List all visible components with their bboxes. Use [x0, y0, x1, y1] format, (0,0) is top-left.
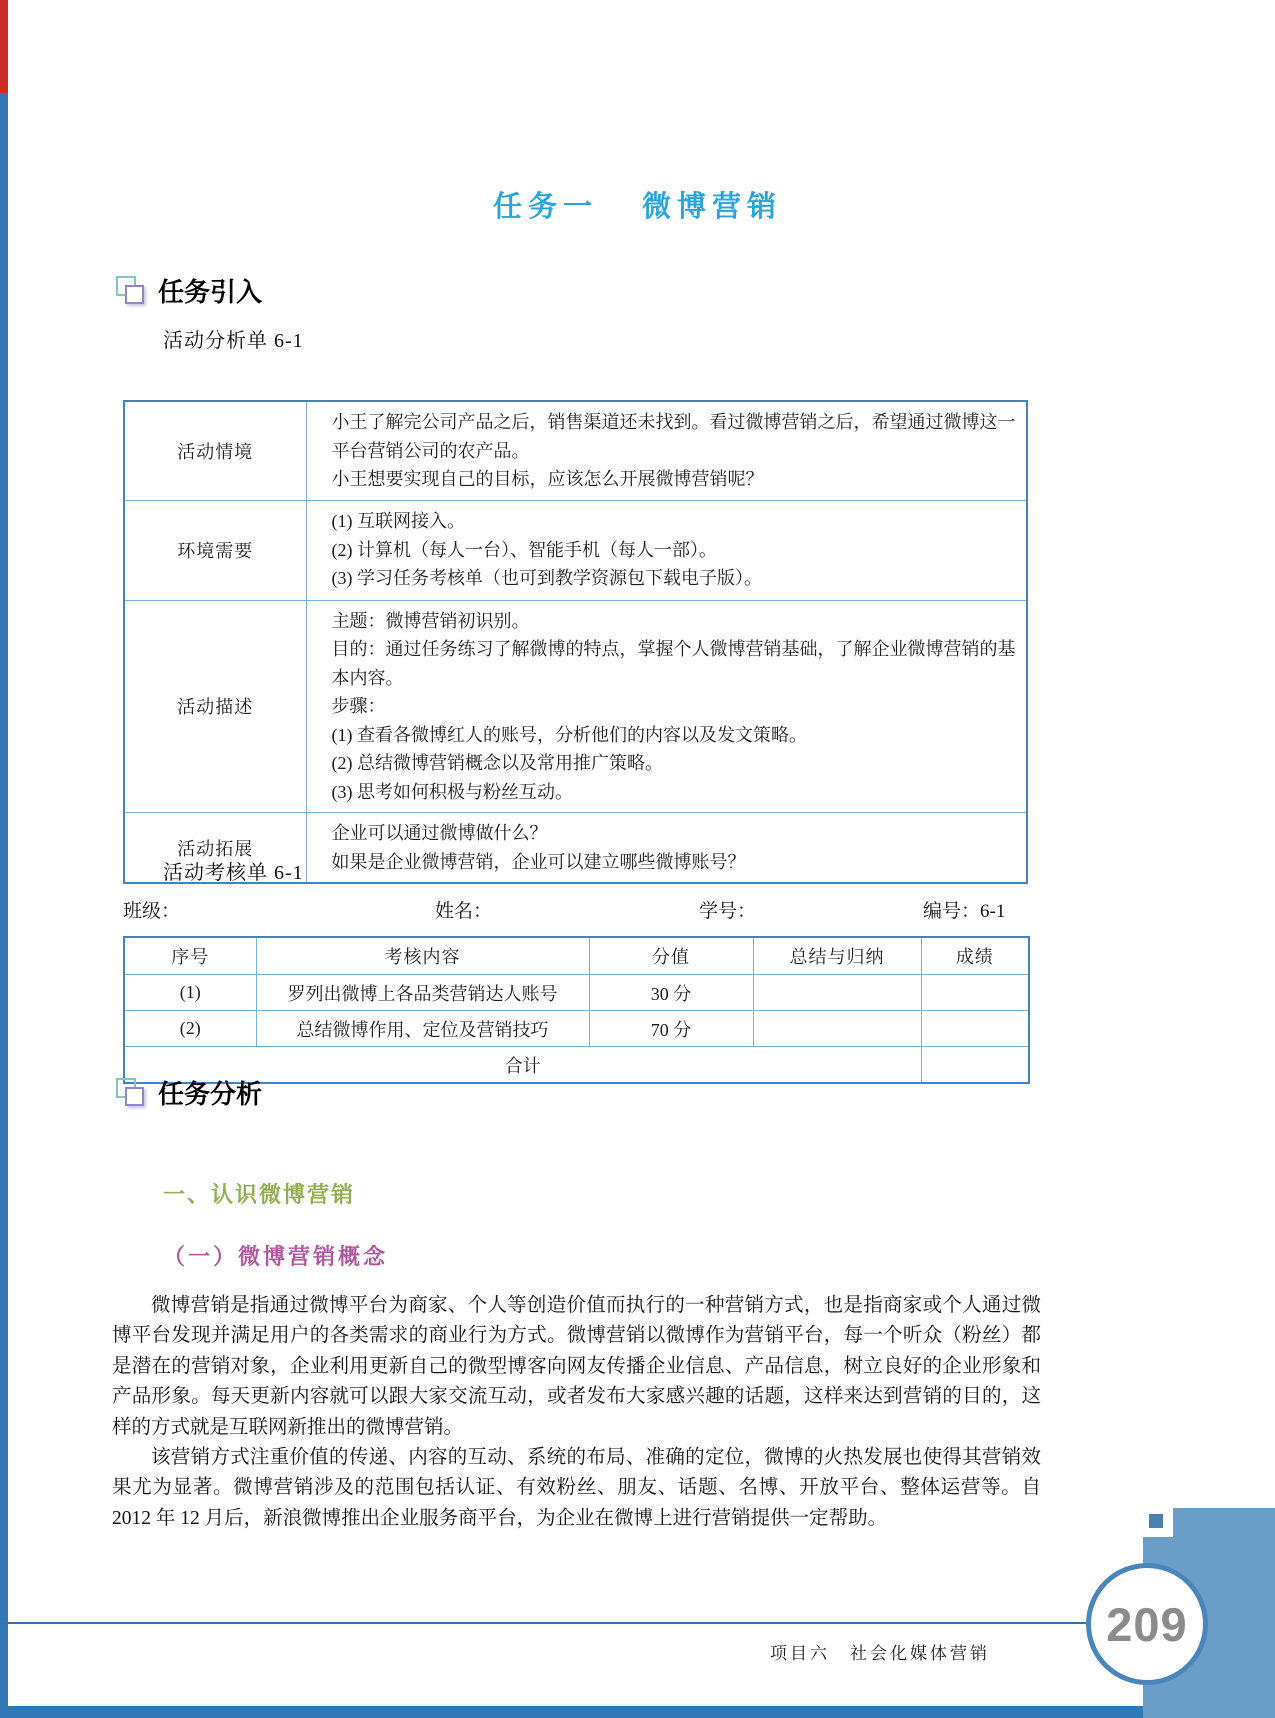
cell-no: (1)	[124, 975, 256, 1011]
name-field-label: 姓名：	[435, 901, 493, 922]
cell-no: (2)	[124, 1011, 256, 1047]
cell-line: 如果是企业微博营销，企业可以建立哪些微博账号？	[331, 851, 746, 872]
cell-summary	[753, 1011, 921, 1047]
cell-line: 小王想要实现自己的目标，应该怎么开展微博营销呢？	[331, 469, 764, 489]
corner-decoration-block-top	[1173, 1508, 1275, 1540]
page-title-task-number: 任务一	[492, 191, 598, 223]
cell-content: 罗列出微博上各品类营销达人账号	[256, 975, 589, 1011]
cell-line: (1) 查看各微博红人的账号，分析他们的内容以及发文策略。	[331, 724, 807, 745]
cell-score: 30 分	[589, 975, 753, 1011]
cell-score: 70 分	[589, 1011, 753, 1047]
analysis-sheet-caption: 活动分析单 6-1	[163, 330, 304, 352]
footer-section-label: 社会化媒体营销	[850, 1644, 990, 1663]
cell-line: (3) 思考如何积极与粉丝互动。	[331, 781, 573, 802]
purple-square-icon	[125, 285, 144, 304]
bottom-edge-blue-strip	[0, 1706, 1275, 1718]
class-field-label: 班级：	[123, 901, 181, 922]
student-info-line	[123, 896, 1028, 924]
col-header-grade: 成绩	[921, 937, 1029, 975]
table-row-environment	[124, 500, 1027, 600]
total-grade-cell	[921, 1047, 1029, 1084]
cell-summary	[753, 975, 921, 1011]
row-content	[306, 401, 1027, 500]
assessment-table	[123, 936, 1030, 1084]
col-header-summary: 总结与归纳	[753, 937, 921, 975]
overlapping-squares-icon	[116, 274, 148, 308]
subheading-weibo-marketing-concept: （一）微博营销概念	[163, 1244, 389, 1269]
section-heading-label: 任务引入	[158, 278, 263, 307]
col-header-no: 序号	[124, 937, 256, 975]
cell-line: 小王了解完公司产品之后，销售渠道还未找到。看过微博营销之后，希望通过微博这一平台营销公司的农产品。	[331, 412, 1016, 461]
footer-chapter-label: 项目六	[770, 1644, 830, 1663]
left-edge-red-strip	[0, 0, 8, 93]
cell-line: 主题：微博营销初识别。	[331, 610, 530, 631]
paragraph-concept-scope: 该营销方式注重价值的传递、内容的互动、系统的布局、准确的定位，微博的火热发展也使得其营销效果尤为显著。微博营销涉及的范围包括认证、有效粉丝、朋友、话题、名博、开放平台、整体运营等。自 2012 年 12 月后，新浪微博推出企业服务商平台，为企业在微博上进行营销提供一定帮助。	[112, 1447, 1041, 1529]
row-content	[306, 500, 1027, 600]
corner-decoration-small-square	[1149, 1514, 1163, 1528]
total-label-cell: 合计	[124, 1047, 921, 1084]
analysis-table	[123, 400, 1028, 884]
cell-line: (1) 互联网接入。	[331, 511, 465, 532]
cell-line: (3) 学习任务考核单（也可到教学资源包下载电子版）。	[331, 568, 762, 589]
row-label: 活动情境	[124, 401, 306, 500]
table-header-row	[124, 937, 1029, 975]
section-task-intro	[116, 272, 262, 309]
sheet-number-field-label: 编号：6-1	[923, 901, 1006, 922]
cell-content: 总结微博作用、定位及营销技巧	[256, 1011, 589, 1047]
cell-line: (2) 计算机（每人一台）、智能手机（每人一部）。	[331, 539, 717, 560]
paragraph-concept-definition: 微博营销是指通过微博平台为商家、个人等创造价值而执行的一种营销方式，也是指商家或个人通过微博平台发现并满足用户的各类需求的商业行为方式。微博营销以微博作为营销平台，每一个听众（粉丝）都是潜在的营销对象，企业利用更新自己的微型博客向网友传播企业信息、产品信息，树立良好的企业形象和产品形象。每天更新内容就可以跟大家交流互动，或者发布大家感兴趣的话题，这样来达到营销的目的，这样的方式就是互联网新推出的微博营销。	[112, 1295, 1041, 1438]
row-content	[306, 600, 1027, 813]
cell-line: 企业可以通过微博做什么？	[331, 823, 548, 843]
page-title-topic: 微博营销	[642, 191, 783, 223]
row-label: 环境需要	[124, 500, 306, 600]
cell-line: (2) 总结微博营销概念以及常用推广策略。	[331, 753, 663, 773]
cell-grade	[921, 975, 1029, 1011]
footer-rule-line	[0, 1622, 1090, 1624]
cell-line: 步骤：	[331, 696, 386, 716]
left-edge-blue-strip	[0, 93, 8, 1718]
page-number-badge	[1086, 1563, 1208, 1685]
table-row-situation	[124, 401, 1027, 500]
page-number: 209	[1106, 1597, 1188, 1651]
col-header-content: 考核内容	[256, 937, 589, 975]
row-content	[306, 813, 1027, 884]
subheading-know-weibo-marketing: 一、认识微博营销	[163, 1182, 356, 1207]
table-row-description	[124, 600, 1027, 813]
assessment-sheet-caption: 活动考核单 6-1	[163, 862, 304, 884]
purple-square-icon	[125, 1087, 144, 1106]
footer-running-title	[113, 1639, 990, 1664]
student-id-field-label: 学号：	[699, 901, 757, 922]
cell-line: 目的：通过任务练习了解微博的特点，掌握个人微博营销基础，了解企业微博营销的基本内容。	[331, 639, 1016, 688]
section-task-analysis	[116, 1074, 262, 1111]
col-header-score: 分值	[589, 937, 753, 975]
table-row-item2	[124, 1011, 1029, 1047]
table-row-item1	[124, 975, 1029, 1011]
cell-grade	[921, 1011, 1029, 1047]
overlapping-squares-icon	[116, 1076, 148, 1110]
section-heading-label: 任务分析	[158, 1080, 263, 1109]
row-label: 活动描述	[124, 600, 306, 813]
body-text	[112, 1291, 1041, 1534]
page-title	[0, 184, 1275, 225]
row-label: 活动拓展	[124, 813, 306, 884]
